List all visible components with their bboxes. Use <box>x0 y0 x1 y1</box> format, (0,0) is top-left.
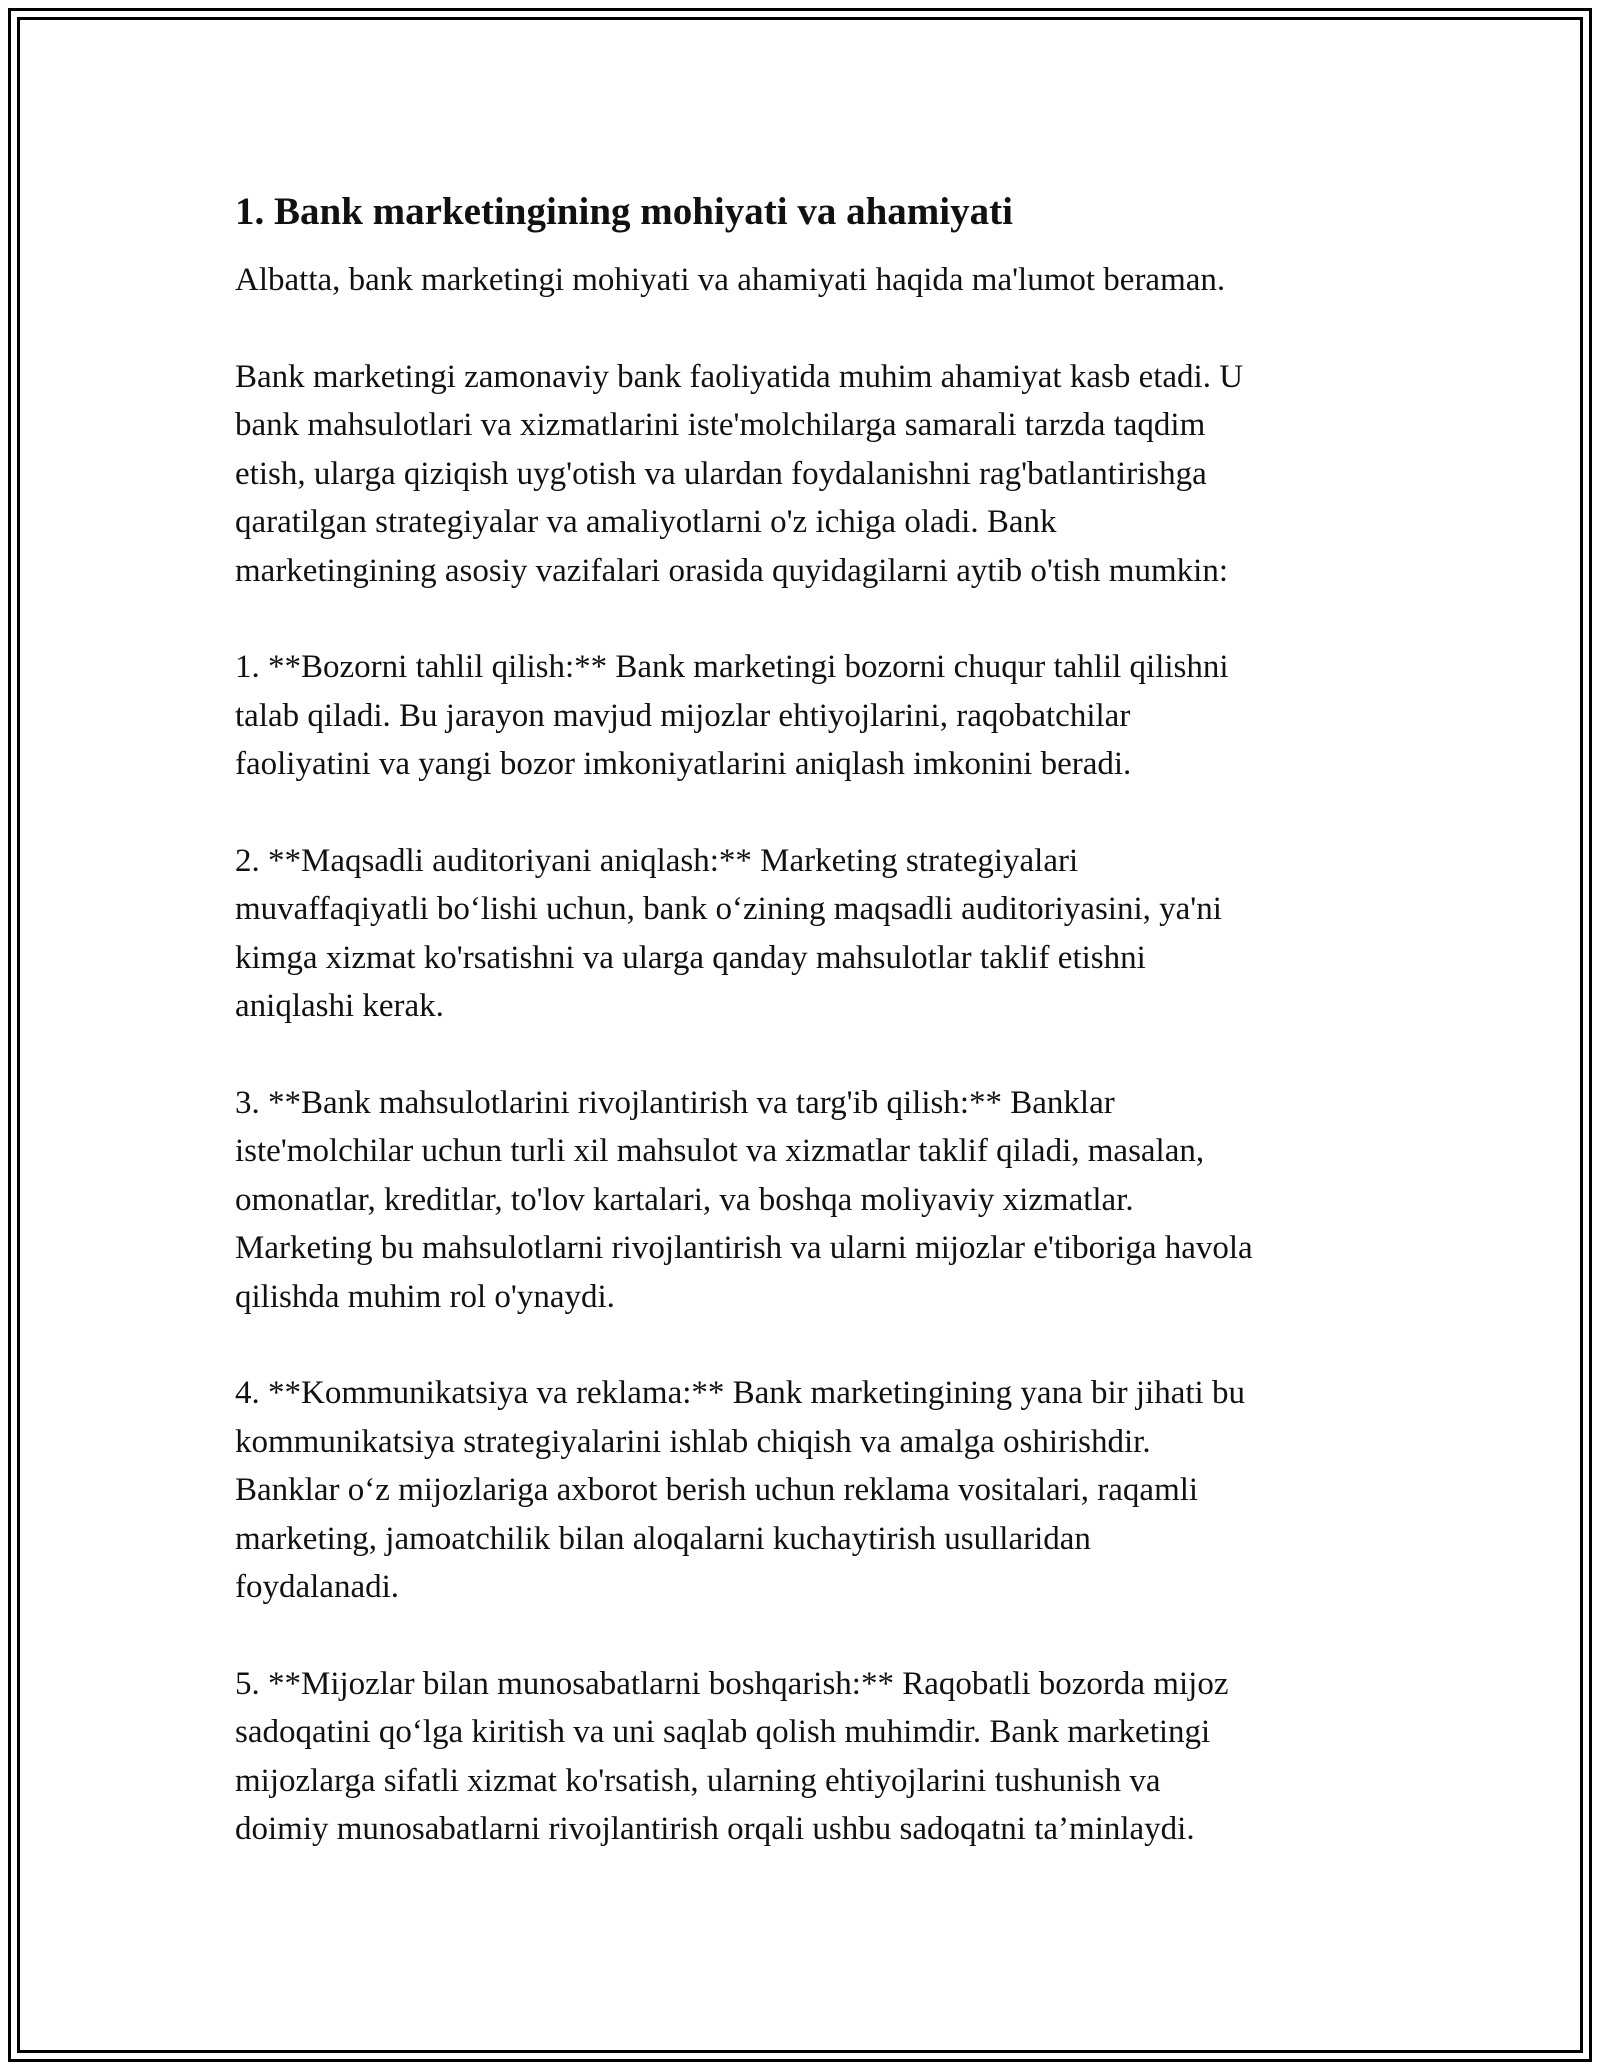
text-line: 1. **Bozorni tahlil qilish:** Bank marketingi bozorni chuqur tahlil qilishni <box>235 649 1229 685</box>
text-line: 4. **Kommunikatsiya va reklama:** Bank marketingining yana bir jihati bu <box>235 1375 1245 1411</box>
text-line: marketingining asosiy vazifalari orasida quyidagilarni aytib o'tish mumkin: <box>235 552 1228 589</box>
text-line: omonatlar, kreditlar, to'lov kartalari, va boshqa moliyaviy xizmatlar. <box>235 1181 1134 1218</box>
text-line: Marketing bu mahsulotlarni rivojlantirish va ularni mijozlar e'tiboriga havola <box>235 1230 1253 1266</box>
text-line: faoliyatini va yangi bozor imkoniyatlarini aniqlash imkonini beradi. <box>235 746 1132 782</box>
text-line: 5. **Mijozlar bilan munosabatlarni boshqarish:** Raqobatli bozorda mijoz <box>235 1665 1229 1702</box>
text-line: Banklar o‘z mijozlariga axborot berish uchun reklama vositalari, raqamli <box>235 1472 1199 1508</box>
overview-paragraph <box>235 353 1385 596</box>
intro-paragraph <box>235 256 1385 305</box>
list-item-3 <box>235 1079 1385 1322</box>
text-line: kimga xizmat ko'rsatishni va ularga qanday mahsulotlar taklif etishni <box>235 939 1146 976</box>
text-line: aniqlashi kerak. <box>235 988 444 1024</box>
text-line: foydalanadi. <box>235 1569 400 1605</box>
text-line: 3. **Bank mahsulotlarini rivojlantirish va targ'ib qilish:** Banklar <box>235 1084 1115 1121</box>
text-line: muvaffaqiyatli bo‘lishi uchun, bank o‘zining maqsadli auditoriyasini, ya'ni <box>235 891 1222 927</box>
text-line: bank mahsulotlari va xizmatlarini iste'molchilarga samarali tarzda taqdim <box>235 407 1206 443</box>
text-line: kommunikatsiya strategiyalarini ishlab chiqish va amalga oshirishdir. <box>235 1423 1151 1460</box>
text-line: qilishda muhim rol o'ynaydi. <box>235 1278 615 1315</box>
section-heading: 1. Bank marketingining mohiyati va ahamiyati <box>235 190 1013 233</box>
text-line: sadoqatini qo‘lga kiritish va uni saqlab qolish muhimdir. Bank marketingi <box>235 1714 1211 1750</box>
list-item-1 <box>235 643 1385 789</box>
list-item-5 <box>235 1660 1385 1854</box>
text-line: mijozlarga sifatli xizmat ko'rsatish, ularning ehtiyojlarini tushunish va <box>235 1762 1161 1799</box>
text-line: qaratilgan strategiyalar va amaliyotlarni o'z ichiga oladi. Bank <box>235 504 1057 540</box>
text-line: Bank marketingi zamonaviy bank faoliyatida muhim ahamiyat kasb etadi. U <box>235 358 1244 395</box>
text-line: marketing, jamoatchilik bilan aloqalarni kuchaytirish usullaridan <box>235 1520 1091 1557</box>
text-line: Albatta, bank marketingi mohiyati va ahamiyati haqida ma'lumot beraman. <box>235 262 1226 298</box>
list-item-4 <box>235 1369 1385 1612</box>
text-line: iste'molchilar uchun turli xil mahsulot va xizmatlar taklif qiladi, masalan, <box>235 1133 1205 1169</box>
document-body <box>235 188 1385 1902</box>
text-line: etish, ularga qiziqish uyg'otish va ulardan foydalanishni rag'batlantirishga <box>235 455 1207 492</box>
text-line: 2. **Maqsadli auditoriyani aniqlash:** Marketing strategiyalari <box>235 842 1079 879</box>
text-line: talab qiladi. Bu jarayon mavjud mijozlar ehtiyojlarini, raqobatchilar <box>235 697 1131 734</box>
text-line: doimiy munosabatlarni rivojlantirish orqali ushbu sadoqatni ta’minlaydi. <box>235 1811 1195 1847</box>
list-item-2 <box>235 837 1385 1031</box>
